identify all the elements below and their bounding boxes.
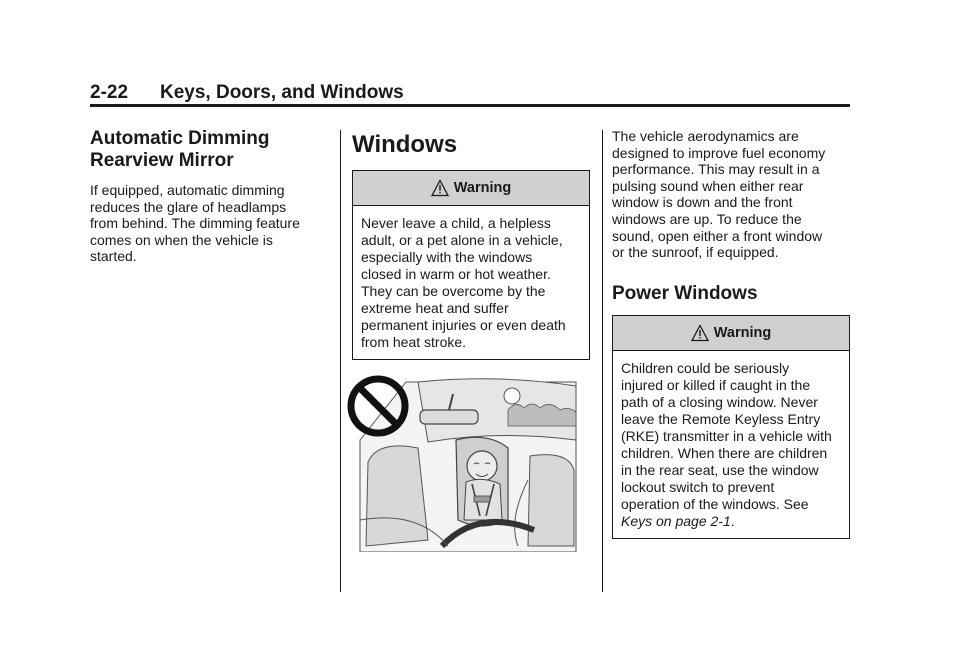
heading-power-windows: Power Windows [612, 282, 758, 304]
column-divider [340, 130, 341, 592]
prohibition-icon [346, 374, 410, 443]
header-rule [90, 104, 850, 107]
aerodynamics-paragraph: The vehicle aerodynamics are designed to improve fuel economy performance. This may result in a pulsing sound when either rear window is down and the front windows are up. To reduce the sound, open either a front window or the sunroof, if equipped. [612, 128, 826, 261]
warning-label: Warning [453, 180, 512, 196]
warning-box-windows [352, 170, 590, 360]
dimming-paragraph: If equipped, automatic dimming reduces the glare of headlamps from behind. The dimming feature comes on when the vehicle is started. [90, 182, 300, 265]
child-in-car-illustration [358, 370, 578, 552]
warning-header [613, 316, 849, 351]
column-1 [90, 128, 322, 265]
warning-triangle-icon [431, 179, 449, 197]
warning-text: Never leave a child, a helpless adult, or a pet alone in a vehicle, especially with the windows closed in warm or hot weather. They can be overcome by the extreme heat and suffer permanent injuries or even death from heat stroke. [361, 215, 566, 350]
warning-label: Warning [713, 324, 772, 341]
section-title: Keys, Doors, and Windows [160, 82, 404, 103]
warning-box-power-windows [612, 315, 850, 539]
column-2 [352, 128, 590, 360]
page-header [90, 82, 850, 106]
column-divider [602, 130, 603, 592]
heading-windows: Windows [352, 131, 458, 158]
page-number: 2-22 [90, 82, 129, 103]
warning-text: Children could be seriously injured or killed if caught in the path of a closing window. Never leave the Remote Keyless Entry (RKE) transmitter in a vehicle with children. When there are children in the rear seat, use the window lockout switch to prevent operation of the windows. See Keys on page 2-1. [621, 359, 832, 529]
warning-header [353, 171, 589, 206]
cross-reference-link[interactable]: Keys on page 2-1 [621, 512, 731, 529]
warning-triangle-icon [691, 324, 709, 342]
column-3 [612, 128, 850, 539]
heading-automatic-dimming: Automatic Dimming Rearview Mirror [90, 128, 270, 171]
